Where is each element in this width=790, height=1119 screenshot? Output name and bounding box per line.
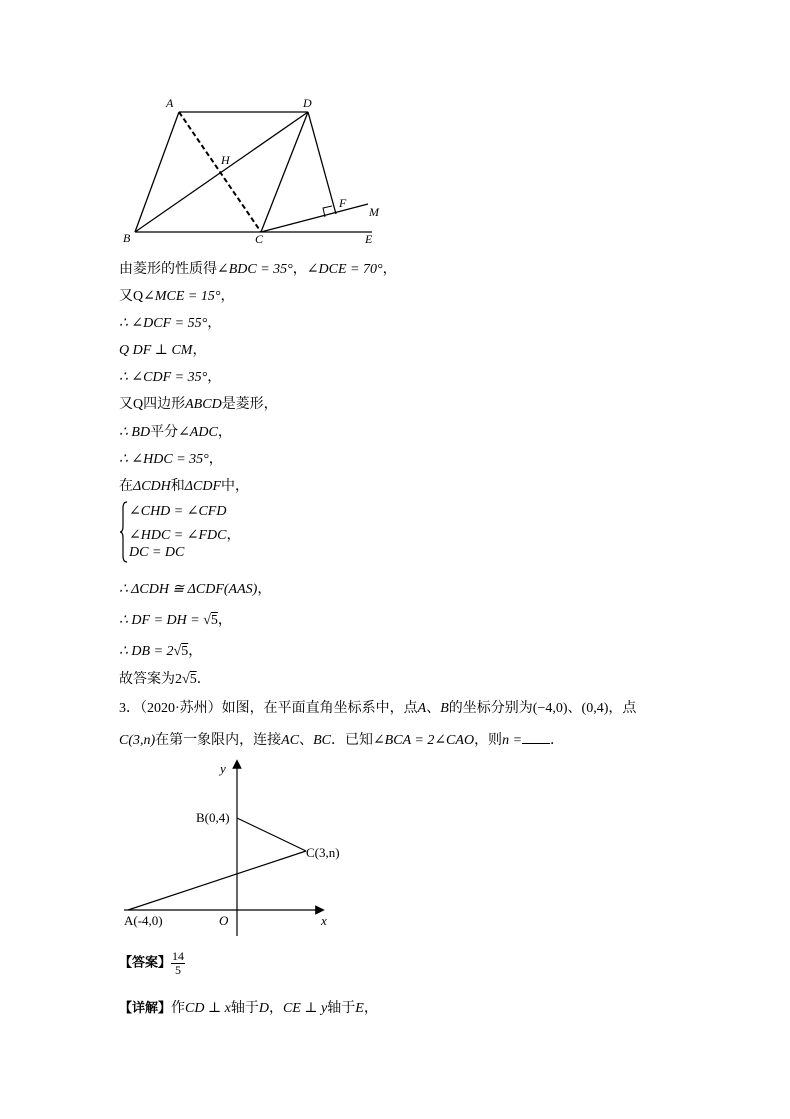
segment-BC <box>237 818 306 851</box>
answer-fraction <box>171 950 185 977</box>
text: 、 <box>299 733 314 748</box>
text: 轴于 <box>230 1001 259 1016</box>
math: ∠ADC <box>178 425 218 440</box>
text: ， <box>192 343 207 358</box>
answer-blank <box>522 731 550 744</box>
label-D: D <box>303 96 312 110</box>
answer-line <box>119 950 185 977</box>
text: 又Q四边形 <box>119 397 186 412</box>
text: ，点 <box>608 701 637 716</box>
segment-AC-dashed <box>179 112 261 232</box>
math: (0,4) <box>581 701 609 716</box>
sqrt-symbol: √ <box>203 613 211 628</box>
math: ∠BDC = 35° <box>217 262 293 277</box>
math: E <box>355 1001 364 1016</box>
label-H: H <box>221 153 230 167</box>
text: ． <box>196 672 211 687</box>
radicand: 5 <box>189 672 197 687</box>
math: ΔCDF <box>184 479 221 494</box>
system-eq-2 <box>129 524 240 544</box>
math: D <box>258 1001 269 1016</box>
figure-rhombus-diagram <box>110 92 410 252</box>
solution-line-6 <box>119 393 278 413</box>
segment-DC <box>261 112 308 232</box>
solution-line-5 <box>119 366 221 386</box>
solution-line-9 <box>119 475 249 495</box>
text: ， <box>363 1001 378 1016</box>
math: CD ⊥ x <box>185 1001 231 1016</box>
text: 和 <box>170 479 185 494</box>
math: ΔCDH <box>133 479 171 494</box>
left-brace <box>119 500 129 564</box>
math: CE ⊥ y <box>282 1001 328 1016</box>
text: 、 <box>567 701 582 716</box>
text: ， <box>208 452 223 467</box>
segment-AC <box>128 851 306 910</box>
math: ∠DCE = 70° <box>306 262 383 277</box>
figure-coordinate-plane <box>120 758 350 938</box>
right-angle-mark <box>323 206 332 217</box>
radicand: 5 <box>181 644 189 659</box>
math: ∴ DB = 2 <box>119 644 174 659</box>
label-E: E <box>365 232 373 246</box>
math: ∴ ∠HDC = 35° <box>119 452 209 467</box>
radicand: 5 <box>210 613 218 628</box>
text: 是菱形， <box>221 397 278 412</box>
text: ， <box>268 1001 283 1016</box>
solution-line-7 <box>119 421 232 441</box>
label-C: C <box>255 232 264 246</box>
text: ，则 <box>474 733 503 748</box>
problem3-line-2 <box>119 729 564 749</box>
text: 的坐标分别为 <box>448 701 533 716</box>
solution-line-10 <box>119 578 271 598</box>
solution-line-3 <box>119 312 221 332</box>
text: ， <box>207 316 222 331</box>
label-M: M <box>369 205 379 219</box>
text: 又Q <box>119 289 144 304</box>
label-B: B <box>123 231 131 245</box>
math: n = <box>502 733 523 748</box>
text: ， <box>257 582 272 597</box>
sqrt-symbol: √ <box>173 644 182 659</box>
text: ． <box>550 733 565 748</box>
text: 在第一象限内，连接 <box>155 733 282 748</box>
label-y-axis: y <box>220 761 226 776</box>
text: 由菱形的性质得 <box>119 262 217 277</box>
text: ， <box>217 613 232 628</box>
text: 平分 <box>150 425 179 440</box>
math: ∠HDC = ∠FDC <box>129 528 227 543</box>
math: A <box>417 701 427 716</box>
math: ∴ DF = DH = <box>119 613 204 628</box>
math: BC <box>313 733 331 748</box>
label-B-point: B(0,4) <box>196 810 230 825</box>
ray-CM <box>261 204 368 232</box>
solution-line-12 <box>119 640 202 660</box>
text: 中， <box>221 479 249 494</box>
numerator: 14 <box>172 949 185 963</box>
text: 3．（2020·苏州）如图，在平面直角坐标系中，点 <box>119 701 418 716</box>
math: 2 <box>175 672 182 687</box>
system-eq-3: DC = DC <box>129 545 185 560</box>
text: 故答案为 <box>119 672 175 687</box>
label-origin: O <box>219 913 229 928</box>
sqrt-symbol: √ <box>182 672 190 687</box>
solution-line-2 <box>119 285 234 305</box>
text: 作 <box>171 1001 186 1016</box>
segment-BD <box>135 112 308 232</box>
solution-line-4 <box>119 339 206 359</box>
math: (−4,0) <box>532 701 568 716</box>
text: ， <box>292 262 307 277</box>
text: ， <box>217 425 232 440</box>
solution-line-13 <box>119 668 211 688</box>
label-A: A <box>166 96 174 110</box>
text: ， <box>226 528 241 543</box>
label-C-point: C(3,n) <box>306 845 340 860</box>
label-F: F <box>339 196 347 210</box>
text: 在 <box>119 479 133 494</box>
text: ， <box>220 289 235 304</box>
math: ∠MCE = 15° <box>143 289 221 304</box>
text: ， <box>382 262 397 277</box>
math: ∴ ∠DCF = 55° <box>119 316 208 331</box>
problem3-line-1 <box>119 697 636 717</box>
detail-line <box>119 997 378 1017</box>
text: 轴于 <box>327 1001 356 1016</box>
denominator: 5 <box>175 963 182 977</box>
math: ABCD <box>185 397 222 412</box>
text: 、 <box>426 701 441 716</box>
solution-line-1 <box>119 258 397 278</box>
math: ∴ ∠CDF = 35° <box>119 370 208 385</box>
math: ∴ BD <box>119 425 151 440</box>
math: B <box>440 701 449 716</box>
solution-line-11 <box>119 609 232 629</box>
text: ， <box>188 644 203 659</box>
math: ∠BCA = 2∠CAO <box>372 733 475 748</box>
text: ， <box>207 370 222 385</box>
detail-tag: 【详解】 <box>119 1001 172 1016</box>
segment-DF <box>308 112 336 214</box>
system-eq-1: ∠CHD = ∠CFD <box>129 504 227 519</box>
answer-tag: 【答案】 <box>119 955 172 971</box>
math: C(3,n) <box>119 733 156 748</box>
math: Q DF ⊥ CM <box>119 343 193 358</box>
math: AC <box>281 733 300 748</box>
solution-line-8 <box>119 448 223 468</box>
text: ．已知 <box>330 733 373 748</box>
math: ∴ ΔCDH ≅ ΔCDF(AAS) <box>119 582 258 597</box>
label-A-point: A(-4,0) <box>124 913 163 928</box>
label-x-axis: x <box>321 913 327 928</box>
segment-AB <box>135 112 179 232</box>
